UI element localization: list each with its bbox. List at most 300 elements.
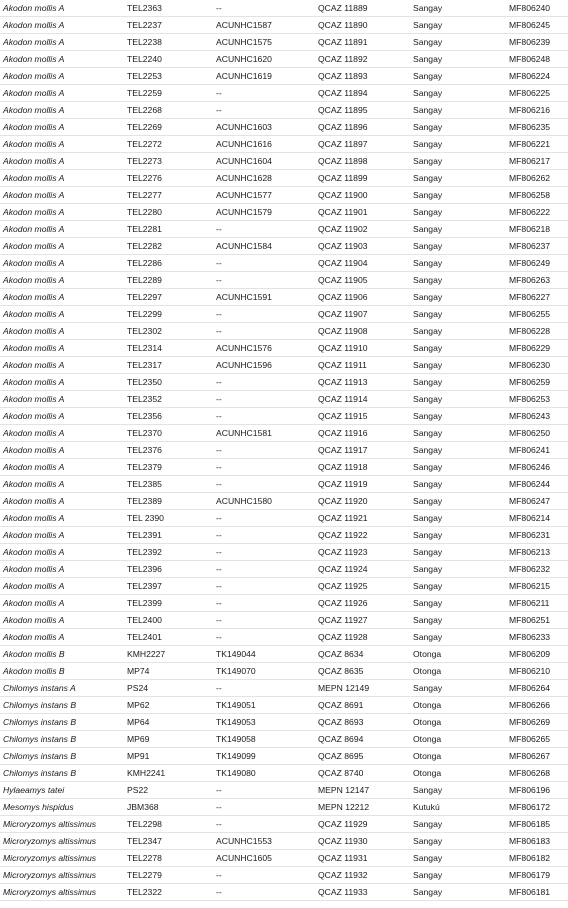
species-cell: Akodon mollis A (3, 190, 65, 200)
locality-cell: Otonga (413, 751, 442, 761)
catalog-number-cell: QCAZ 11904 (318, 258, 368, 268)
table-row (0, 204, 568, 221)
species-cell: Akodon mollis A (3, 479, 65, 489)
genbank-cell: MF806227 (509, 292, 551, 302)
field-number-cell: TEL2401 (127, 632, 162, 642)
genbank-cell: MF806230 (509, 360, 551, 370)
species-cell: Chilomys instans A (3, 683, 76, 693)
species-cell: Chilomys instans B (3, 768, 77, 778)
species-cell: Microryzomys altissimus (3, 887, 97, 897)
museum-number-cell: ACUNHC1596 (216, 360, 272, 370)
catalog-number-cell: QCAZ 11893 (318, 71, 368, 81)
species-cell: Akodon mollis A (3, 241, 65, 251)
genbank-cell: MF806211 (509, 598, 550, 608)
species-cell: Akodon mollis A (3, 173, 65, 183)
catalog-number-cell: QCAZ 11918 (318, 462, 368, 472)
museum-number-cell: ACUNHC1616 (216, 139, 272, 149)
field-number-cell: TEL2276 (127, 173, 162, 183)
table-row (0, 697, 568, 714)
museum-number-cell: TK149058 (216, 734, 256, 744)
museum-number-cell: ACUNHC1581 (216, 428, 272, 438)
table-row (0, 612, 568, 629)
catalog-number-cell: QCAZ 11902 (318, 224, 368, 234)
genbank-cell: MF806216 (509, 105, 551, 115)
locality-cell: Sangay (413, 853, 443, 863)
field-number-cell: TEL2240 (127, 54, 162, 64)
locality-cell: Sangay (413, 836, 443, 846)
field-number-cell: MP62 (127, 700, 150, 710)
catalog-number-cell: QCAZ 8695 (318, 751, 364, 761)
museum-number-cell: ACUNHC1579 (216, 207, 272, 217)
catalog-number-cell: QCAZ 8635 (318, 666, 364, 676)
genbank-cell: MF806241 (509, 445, 551, 455)
genbank-cell: MF806225 (509, 88, 551, 98)
locality-cell: Sangay (413, 496, 443, 506)
museum-number-cell: TK149080 (216, 768, 256, 778)
museum-number-cell: ACUNHC1619 (216, 71, 272, 81)
locality-cell: Sangay (413, 377, 443, 387)
table-row (0, 663, 568, 680)
locality-cell: Sangay (413, 564, 443, 574)
table-row (0, 34, 568, 51)
catalog-number-cell: QCAZ 11906 (318, 292, 368, 302)
table-row (0, 0, 568, 17)
locality-cell: Sangay (413, 326, 443, 336)
locality-cell: Sangay (413, 428, 443, 438)
species-cell: Chilomys instans B (3, 717, 77, 727)
table-row (0, 765, 568, 782)
museum-number-cell: -- (216, 819, 222, 829)
genbank-cell: MF806264 (509, 683, 551, 693)
field-number-cell: KMH2227 (127, 649, 166, 659)
field-number-cell: TEL2238 (127, 37, 162, 47)
genbank-cell: MF806269 (509, 717, 551, 727)
table-row (0, 748, 568, 765)
genbank-cell: MF806265 (509, 734, 551, 744)
catalog-number-cell: QCAZ 11899 (318, 173, 368, 183)
field-number-cell: TEL2298 (127, 819, 162, 829)
museum-number-cell: -- (216, 870, 222, 880)
locality-cell: Sangay (413, 122, 443, 132)
catalog-number-cell: QCAZ 11930 (318, 836, 368, 846)
table-row (0, 646, 568, 663)
table-row (0, 187, 568, 204)
table-row (0, 578, 568, 595)
field-number-cell: MP69 (127, 734, 150, 744)
locality-cell: Sangay (413, 887, 443, 897)
genbank-cell: MF806239 (509, 37, 551, 47)
locality-cell: Sangay (413, 156, 443, 166)
genbank-cell: MF806233 (509, 632, 551, 642)
species-cell: Akodon mollis A (3, 88, 65, 98)
locality-cell: Sangay (413, 547, 443, 557)
field-number-cell: TEL2269 (127, 122, 162, 132)
table-row (0, 391, 568, 408)
genbank-cell: MF806259 (509, 377, 551, 387)
locality-cell: Sangay (413, 870, 443, 880)
museum-number-cell: ACUNHC1576 (216, 343, 272, 353)
field-number-cell: TEL2237 (127, 20, 162, 30)
locality-cell: Sangay (413, 173, 443, 183)
museum-number-cell: ACUNHC1605 (216, 853, 272, 863)
genbank-cell: MF806253 (509, 394, 551, 404)
species-cell: Akodon mollis A (3, 632, 65, 642)
catalog-number-cell: QCAZ 11914 (318, 394, 368, 404)
genbank-cell: MF806214 (509, 513, 551, 523)
species-cell: Akodon mollis A (3, 615, 65, 625)
genbank-cell: MF806249 (509, 258, 551, 268)
locality-cell: Sangay (413, 224, 443, 234)
genbank-cell: MF806172 (509, 802, 551, 812)
field-number-cell: TEL2363 (127, 3, 162, 13)
field-number-cell: PS24 (127, 683, 149, 693)
genbank-cell: MF806268 (509, 768, 551, 778)
museum-number-cell: ACUNHC1604 (216, 156, 272, 166)
catalog-number-cell: MEPN 12147 (318, 785, 370, 795)
table-row (0, 850, 568, 867)
catalog-number-cell: QCAZ 11889 (318, 3, 368, 13)
locality-cell: Sangay (413, 581, 443, 591)
species-cell: Microryzomys altissimus (3, 819, 97, 829)
locality-cell: Sangay (413, 394, 443, 404)
catalog-number-cell: MEPN 12149 (318, 683, 370, 693)
field-number-cell: TEL2385 (127, 479, 162, 489)
species-cell: Akodon mollis B (3, 649, 65, 659)
catalog-number-cell: QCAZ 11933 (318, 887, 368, 897)
museum-number-cell: -- (216, 326, 222, 336)
museum-number-cell: ACUNHC1584 (216, 241, 272, 251)
museum-number-cell: ACUNHC1553 (216, 836, 272, 846)
catalog-number-cell: QCAZ 11890 (318, 20, 368, 30)
genbank-cell: MF806235 (509, 122, 551, 132)
genbank-cell: MF806258 (509, 190, 551, 200)
museum-number-cell: -- (216, 3, 222, 13)
locality-cell: Sangay (413, 309, 443, 319)
species-cell: Akodon mollis A (3, 54, 65, 64)
field-number-cell: TEL2370 (127, 428, 162, 438)
locality-cell: Sangay (413, 71, 443, 81)
locality-cell: Sangay (413, 445, 443, 455)
field-number-cell: TEL2317 (127, 360, 162, 370)
museum-number-cell: -- (216, 802, 222, 812)
museum-number-cell: ACUNHC1587 (216, 20, 272, 30)
table-row (0, 493, 568, 510)
field-number-cell: TEL2347 (127, 836, 162, 846)
genbank-cell: MF806240 (509, 3, 551, 13)
museum-number-cell: TK149099 (216, 751, 256, 761)
table-row (0, 119, 568, 136)
catalog-number-cell: QCAZ 8740 (318, 768, 364, 778)
field-number-cell: TEL2350 (127, 377, 162, 387)
field-number-cell: TEL2281 (127, 224, 162, 234)
locality-cell: Sangay (413, 785, 443, 795)
locality-cell: Sangay (413, 462, 443, 472)
catalog-number-cell: QCAZ 11931 (318, 853, 368, 863)
locality-cell: Sangay (413, 530, 443, 540)
museum-number-cell: TK149051 (216, 700, 256, 710)
field-number-cell: TEL2268 (127, 105, 162, 115)
catalog-number-cell: QCAZ 11905 (318, 275, 368, 285)
catalog-number-cell: QCAZ 11922 (318, 530, 368, 540)
catalog-number-cell: QCAZ 11898 (318, 156, 368, 166)
museum-number-cell: ACUNHC1628 (216, 173, 272, 183)
field-number-cell: TEL2259 (127, 88, 162, 98)
museum-number-cell: -- (216, 581, 222, 591)
table-row (0, 238, 568, 255)
museum-number-cell: -- (216, 683, 222, 693)
museum-number-cell: ACUNHC1580 (216, 496, 272, 506)
species-cell: Chilomys instans B (3, 734, 77, 744)
species-cell: Akodon mollis A (3, 3, 65, 13)
field-number-cell: TEL2391 (127, 530, 162, 540)
species-cell: Akodon mollis A (3, 139, 65, 149)
field-number-cell: TEL2277 (127, 190, 162, 200)
species-cell: Chilomys instans B (3, 700, 77, 710)
locality-cell: Kutukú (413, 802, 440, 812)
catalog-number-cell: QCAZ 11891 (318, 37, 368, 47)
locality-cell: Otonga (413, 734, 442, 744)
catalog-number-cell: QCAZ 11919 (318, 479, 368, 489)
catalog-number-cell: QCAZ 8693 (318, 717, 364, 727)
genbank-cell: MF806217 (509, 156, 551, 166)
genbank-cell: MF806246 (509, 462, 551, 472)
catalog-number-cell: QCAZ 11894 (318, 88, 368, 98)
museum-number-cell: ACUNHC1620 (216, 54, 272, 64)
field-number-cell: MP91 (127, 751, 150, 761)
species-cell: Chilomys instans B (3, 751, 77, 761)
species-cell: Akodon mollis A (3, 360, 65, 370)
catalog-number-cell: QCAZ 11900 (318, 190, 368, 200)
table-row (0, 136, 568, 153)
locality-cell: Sangay (413, 3, 443, 13)
museum-number-cell: -- (216, 445, 222, 455)
locality-cell: Sangay (413, 20, 443, 30)
table-row (0, 85, 568, 102)
catalog-number-cell: QCAZ 11928 (318, 632, 368, 642)
genbank-cell: MF806218 (509, 224, 551, 234)
genbank-cell: MF806221 (509, 139, 551, 149)
locality-cell: Sangay (413, 258, 443, 268)
catalog-number-cell: QCAZ 11916 (318, 428, 368, 438)
museum-number-cell: -- (216, 530, 222, 540)
genbank-cell: MF806215 (509, 581, 551, 591)
table-row (0, 833, 568, 850)
species-cell: Akodon mollis A (3, 326, 65, 336)
genbank-cell: MF806244 (509, 479, 551, 489)
genbank-cell: MF806267 (509, 751, 551, 761)
museum-number-cell: -- (216, 377, 222, 387)
genbank-cell: MF806232 (509, 564, 551, 574)
catalog-number-cell: QCAZ 11910 (318, 343, 368, 353)
genbank-cell: MF806243 (509, 411, 551, 421)
field-number-cell: TEL2302 (127, 326, 162, 336)
field-number-cell: TEL2273 (127, 156, 162, 166)
table-row (0, 884, 568, 901)
genbank-cell: MF806179 (509, 870, 551, 880)
field-number-cell: TEL2392 (127, 547, 162, 557)
species-cell: Akodon mollis A (3, 598, 65, 608)
genbank-cell: MF806224 (509, 71, 551, 81)
museum-number-cell: -- (216, 258, 222, 268)
species-cell: Akodon mollis A (3, 156, 65, 166)
locality-cell: Sangay (413, 598, 443, 608)
table-row (0, 782, 568, 799)
table-row (0, 323, 568, 340)
museum-number-cell: -- (216, 564, 222, 574)
field-number-cell: MP64 (127, 717, 150, 727)
table-row (0, 816, 568, 833)
museum-number-cell: -- (216, 615, 222, 625)
field-number-cell: TEL2356 (127, 411, 162, 421)
catalog-number-cell: QCAZ 11913 (318, 377, 368, 387)
genbank-cell: MF806255 (509, 309, 551, 319)
museum-number-cell: -- (216, 547, 222, 557)
museum-number-cell: ACUNHC1577 (216, 190, 272, 200)
locality-cell: Sangay (413, 292, 443, 302)
locality-cell: Otonga (413, 666, 442, 676)
locality-cell: Sangay (413, 105, 443, 115)
museum-number-cell: -- (216, 88, 222, 98)
locality-cell: Sangay (413, 88, 443, 98)
field-number-cell: TEL2396 (127, 564, 162, 574)
species-cell: Akodon mollis A (3, 513, 65, 523)
catalog-number-cell: QCAZ 11911 (318, 360, 367, 370)
field-number-cell: TEL2379 (127, 462, 162, 472)
catalog-number-cell: QCAZ 8634 (318, 649, 364, 659)
locality-cell: Sangay (413, 479, 443, 489)
genbank-cell: MF806185 (509, 819, 551, 829)
field-number-cell: TEL 2390 (127, 513, 164, 523)
locality-cell: Sangay (413, 615, 443, 625)
table-row (0, 476, 568, 493)
table-row (0, 102, 568, 119)
table-row (0, 799, 568, 816)
museum-number-cell: -- (216, 394, 222, 404)
catalog-number-cell: QCAZ 11907 (318, 309, 368, 319)
species-cell: Hylaeamys tatei (3, 785, 65, 795)
species-cell: Akodon mollis A (3, 394, 65, 404)
catalog-number-cell: QCAZ 11929 (318, 819, 368, 829)
species-cell: Akodon mollis A (3, 71, 65, 81)
table-row (0, 340, 568, 357)
table-row (0, 306, 568, 323)
species-cell: Akodon mollis A (3, 207, 65, 217)
locality-cell: Otonga (413, 649, 442, 659)
genbank-cell: MF806222 (509, 207, 551, 217)
catalog-number-cell: QCAZ 11932 (318, 870, 368, 880)
field-number-cell: TEL2389 (127, 496, 162, 506)
locality-cell: Sangay (413, 190, 443, 200)
genbank-cell: MF806229 (509, 343, 551, 353)
museum-number-cell: ACUNHC1575 (216, 37, 272, 47)
museum-number-cell: TK149044 (216, 649, 256, 659)
field-number-cell: TEL2322 (127, 887, 162, 897)
field-number-cell: KMH2241 (127, 768, 166, 778)
catalog-number-cell: QCAZ 11903 (318, 241, 368, 251)
museum-number-cell: TK149070 (216, 666, 256, 676)
locality-cell: Otonga (413, 717, 442, 727)
museum-number-cell: -- (216, 224, 222, 234)
species-cell: Akodon mollis A (3, 496, 65, 506)
field-number-cell: TEL2282 (127, 241, 162, 251)
table-row (0, 51, 568, 68)
locality-cell: Sangay (413, 207, 443, 217)
genbank-cell: MF806262 (509, 173, 551, 183)
genbank-cell: MF806228 (509, 326, 551, 336)
table-row (0, 459, 568, 476)
table-row (0, 408, 568, 425)
species-cell: Akodon mollis A (3, 428, 65, 438)
species-cell: Akodon mollis A (3, 462, 65, 472)
field-number-cell: TEL2397 (127, 581, 162, 591)
locality-cell: Sangay (413, 37, 443, 47)
table-row (0, 731, 568, 748)
species-cell: Akodon mollis A (3, 20, 65, 30)
species-cell: Akodon mollis A (3, 309, 65, 319)
museum-number-cell: -- (216, 105, 222, 115)
field-number-cell: TEL2278 (127, 853, 162, 863)
locality-cell: Sangay (413, 343, 443, 353)
field-number-cell: TEL2286 (127, 258, 162, 268)
catalog-number-cell: QCAZ 11901 (318, 207, 368, 217)
museum-number-cell: ACUNHC1603 (216, 122, 272, 132)
genbank-cell: MF806231 (509, 530, 551, 540)
museum-number-cell: -- (216, 598, 222, 608)
table-row (0, 680, 568, 697)
catalog-number-cell: QCAZ 11892 (318, 54, 368, 64)
species-cell: Akodon mollis A (3, 275, 65, 285)
species-cell: Akodon mollis A (3, 581, 65, 591)
field-number-cell: MP74 (127, 666, 150, 676)
field-number-cell: TEL2314 (127, 343, 162, 353)
table-row (0, 289, 568, 306)
genbank-cell: MF806266 (509, 700, 551, 710)
species-cell: Akodon mollis A (3, 377, 65, 387)
table-row (0, 425, 568, 442)
species-cell: Mesomys hispidus (3, 802, 74, 812)
genbank-cell: MF806183 (509, 836, 551, 846)
species-cell: Akodon mollis A (3, 530, 65, 540)
museum-number-cell: -- (216, 309, 222, 319)
museum-number-cell: -- (216, 632, 222, 642)
locality-cell: Sangay (413, 513, 443, 523)
locality-cell: Sangay (413, 360, 443, 370)
field-number-cell: TEL2289 (127, 275, 162, 285)
genbank-cell: MF806181 (509, 887, 551, 897)
catalog-number-cell: QCAZ 11925 (318, 581, 368, 591)
locality-cell: Sangay (413, 139, 443, 149)
catalog-number-cell: QCAZ 8691 (318, 700, 364, 710)
genbank-cell: MF806209 (509, 649, 551, 659)
table-row (0, 221, 568, 238)
museum-number-cell: -- (216, 462, 222, 472)
genbank-cell: MF806213 (509, 547, 551, 557)
table-row (0, 170, 568, 187)
catalog-number-cell: QCAZ 11897 (318, 139, 368, 149)
genbank-cell: MF806182 (509, 853, 551, 863)
field-number-cell: TEL2279 (127, 870, 162, 880)
catalog-number-cell: QCAZ 11924 (318, 564, 368, 574)
genbank-cell: MF806237 (509, 241, 551, 251)
field-number-cell: TEL2280 (127, 207, 162, 217)
species-cell: Akodon mollis A (3, 224, 65, 234)
locality-cell: Sangay (413, 54, 443, 64)
locality-cell: Sangay (413, 819, 443, 829)
table-row (0, 867, 568, 884)
table-row (0, 272, 568, 289)
species-cell: Akodon mollis A (3, 343, 65, 353)
catalog-number-cell: QCAZ 11917 (318, 445, 368, 455)
